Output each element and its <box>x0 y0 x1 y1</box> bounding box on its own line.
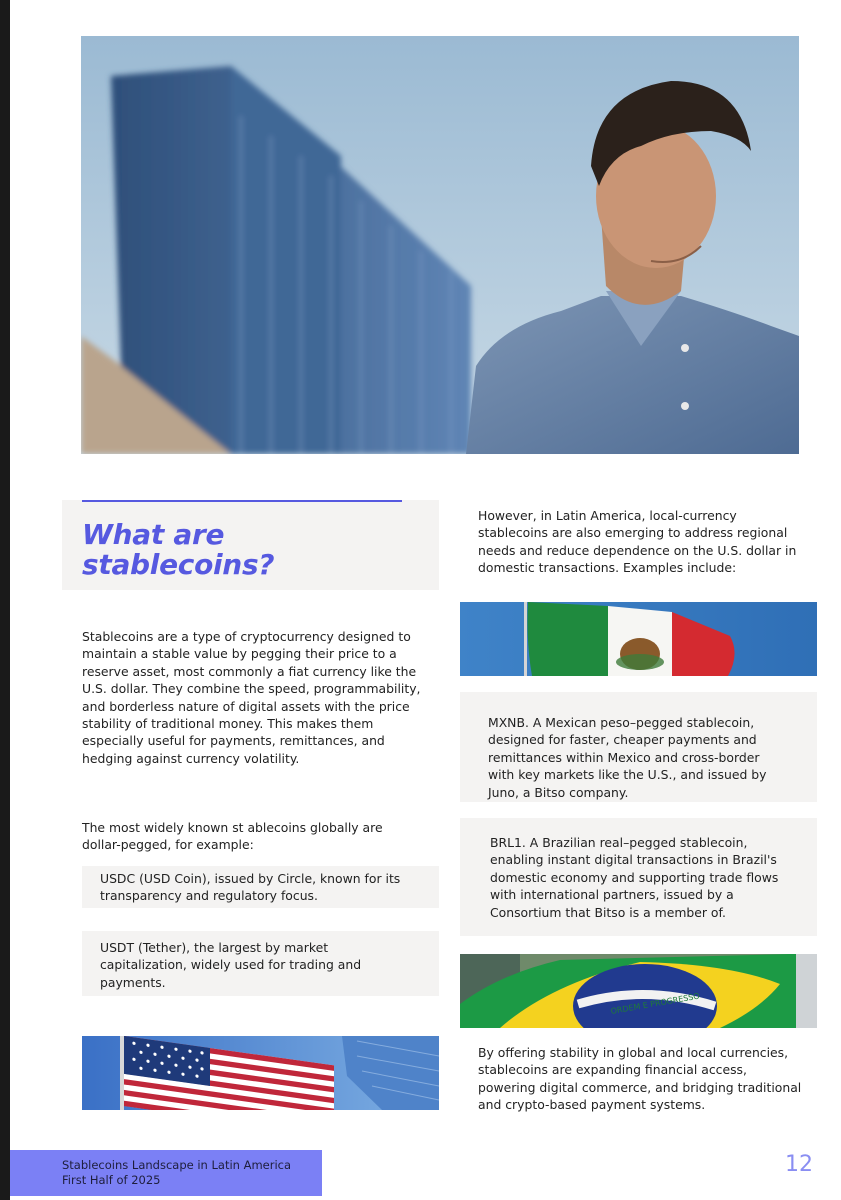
us-flag-illustration <box>82 1036 439 1110</box>
section-title <box>82 520 274 580</box>
mxnb-text: MXNB. A Mexican peso–pegged stablecoin, designed for faster, cheaper payments and remittances within Mexico and cross-border with key markets like the U.S., and issued by Juno, a Bitso company. <box>488 715 767 800</box>
page-edge-shadow <box>0 0 10 1200</box>
us-flag-photo <box>82 1036 439 1110</box>
usdt-text: USDT (Tether), the largest by market capitalization, widely used for trading and payments. <box>100 940 362 990</box>
mexico-flag-photo <box>460 602 817 676</box>
closing-paragraph: By offering stability in global and local currencies, stablecoins are expanding financial access, powering digital commerce, and bridging traditional and crypto-based payment systems. <box>478 1045 802 1113</box>
section-title-line2: stablecoins? <box>82 548 275 581</box>
brazil-flag-illustration <box>460 954 817 1028</box>
footer-line1: Stablecoins Landscape in Latin America <box>62 1158 292 1172</box>
brazil-flag-photo <box>460 954 817 1028</box>
usdc-text: USDC (USD Coin), issued by Circle, known for its transparency and regulatory focus. <box>100 871 401 904</box>
brl1-text: BRL1. A Brazilian real–pegged stablecoin, enabling instant digital transactions in Brazil's domestic economy and supporting trade flows with international partners, issued by a Consortium that Bitso is a member of. <box>490 835 779 920</box>
footer-title <box>62 1158 291 1187</box>
hero-photo <box>81 36 799 454</box>
brazil-flag-motto: ORDEM E PROGRESSO <box>610 991 701 1016</box>
usdc-box <box>82 866 439 908</box>
page-number: 12 <box>785 1152 813 1177</box>
hero-photo-illustration <box>81 36 799 454</box>
section-title-line1: What are <box>82 518 225 551</box>
brl1-box <box>460 818 817 936</box>
title-box <box>62 500 439 590</box>
latam-intro-paragraph: However, in Latin America, local-currency stablecoins are also emerging to address regional needs and reduce dependence on the U.S. dollar in domestic transactions. Examples include: <box>478 508 797 576</box>
widely-known-paragraph: The most widely known st ablecoins globally are dollar-pegged, for example: <box>82 820 383 853</box>
usdt-box <box>82 931 439 996</box>
mexico-flag-illustration <box>460 602 817 676</box>
mxnb-box <box>460 692 817 802</box>
footer-line2: First Half of 2025 <box>62 1172 161 1187</box>
title-rule <box>82 500 402 502</box>
intro-paragraph: Stablecoins are a type of cryptocurrency designed to maintain a stable value by pegging their price to a reserve asset, most commonly a fiat currency like the U.S. dollar. They combine the speed, programmability, and borderless nature of digital assets with the price stability of traditional money. This makes them especially useful for payments, remittances, and hedging against currency volatility. <box>82 629 421 766</box>
